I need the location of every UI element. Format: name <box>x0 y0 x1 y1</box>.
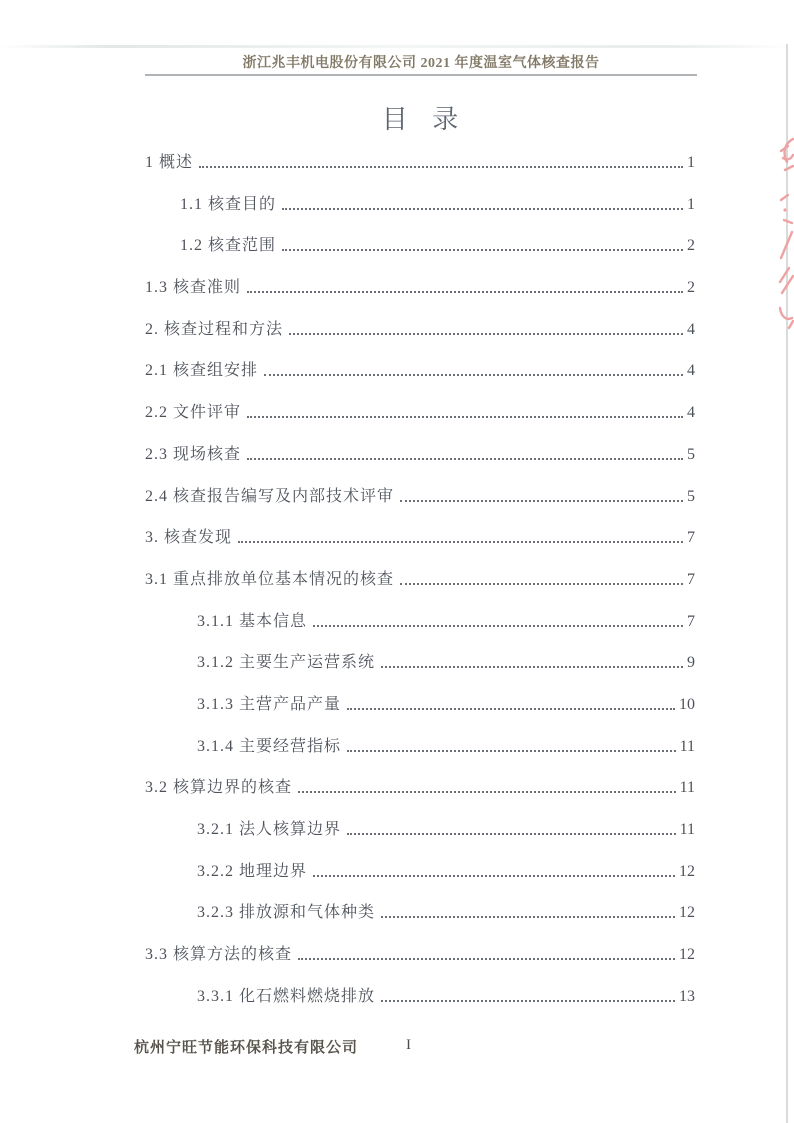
toc-entry-label: 3.1.3 主营产品产量 <box>197 695 342 713</box>
toc-entry <box>145 735 695 756</box>
toc-leader-dots <box>238 541 683 543</box>
toc-leader-dots <box>282 208 683 210</box>
toc-entry-label: 3.1.1 基本信息 <box>197 612 308 630</box>
toc-page-number: 9 <box>687 654 695 672</box>
toc-entry-label: 3.2.1 法人核算边界 <box>197 821 342 838</box>
toc-entry <box>145 860 695 881</box>
toc-entry-label: 3.1 重点排放单位基本情况的核查 <box>145 570 395 588</box>
toc-leader-dots <box>381 916 675 918</box>
toc-entry-label: 1 概述 <box>145 154 194 171</box>
toc-leader-dots <box>347 833 676 835</box>
red-handwriting-marks-icon <box>772 136 794 344</box>
toc-title: 目 录 <box>381 105 461 134</box>
toc-leader-dots <box>298 791 676 793</box>
toc-page-number: 7 <box>687 570 695 588</box>
toc-entry <box>145 693 695 714</box>
toc-leader-dots <box>400 500 683 502</box>
footer-company-name: 杭州宁旺节能环保科技有限公司 <box>134 1039 359 1056</box>
toc-entry <box>145 776 695 797</box>
toc-leader-dots <box>247 291 683 293</box>
toc-entry-label: 2.1 核查组安排 <box>145 362 259 380</box>
toc-leader-dots <box>264 374 683 376</box>
toc-entry-label: 3.3 核算方法的核查 <box>145 946 293 964</box>
toc-leader-dots <box>282 249 683 251</box>
toc-entry <box>145 610 695 631</box>
toc-leader-dots <box>313 625 683 627</box>
toc-page-number: 1 <box>687 195 695 213</box>
toc-leader-dots <box>347 708 675 710</box>
toc-leader-dots <box>313 875 675 877</box>
toc-entry <box>145 526 695 547</box>
toc-page-number: 7 <box>687 529 695 547</box>
toc-entry <box>145 151 695 172</box>
toc-entry <box>145 234 695 255</box>
toc-page-number: 13 <box>679 987 695 1005</box>
toc-entry-label: 1.1 核查目的 <box>180 195 277 213</box>
toc-page-number: 5 <box>687 487 695 505</box>
table-of-contents <box>145 151 695 1026</box>
toc-entry-label: 1.3 核查准则 <box>145 279 242 297</box>
toc-entry-label: 1.2 核查范围 <box>180 237 277 255</box>
toc-entry-label: 3.2 核算边界的核查 <box>145 779 293 797</box>
header-title: 浙江兆丰机电股份有限公司 2021 年度温室气体核查报告 <box>242 56 600 71</box>
scan-artifact-smudge <box>0 45 794 48</box>
toc-entry-label: 2.4 核查报告编写及内部技术评审 <box>145 487 395 505</box>
toc-page-number: 12 <box>679 862 695 880</box>
toc-entry <box>145 485 695 506</box>
toc-leader-dots <box>400 583 683 585</box>
toc-entry <box>145 943 695 964</box>
toc-entry-label: 2.3 现场核查 <box>145 445 242 463</box>
toc-page-number: 5 <box>687 445 695 463</box>
toc-leader-dots <box>381 1000 675 1002</box>
toc-leader-dots <box>347 750 676 752</box>
footer-page-number: I <box>406 1037 411 1053</box>
toc-entry <box>145 568 695 589</box>
toc-entry-label: 2. 核查过程和方法 <box>145 320 284 338</box>
toc-entry <box>145 401 695 422</box>
toc-entry <box>145 276 695 297</box>
toc-page-number: 10 <box>679 695 695 713</box>
toc-page-number: 7 <box>687 612 695 630</box>
toc-leader-dots <box>199 166 683 168</box>
toc-page-number: 4 <box>687 404 695 422</box>
toc-page-number: 2 <box>687 279 695 297</box>
toc-entry <box>145 193 695 214</box>
toc-page-number: 2 <box>687 237 695 255</box>
toc-leader-dots <box>247 458 683 460</box>
toc-leader-dots <box>381 666 683 668</box>
toc-leader-dots <box>247 416 683 418</box>
toc-entry-label: 3.2.2 地理边界 <box>197 862 308 880</box>
header-divider <box>145 74 697 76</box>
toc-entry <box>145 651 695 672</box>
toc-page-number: 1 <box>687 154 695 171</box>
toc-entry <box>145 818 695 839</box>
toc-page-number: 4 <box>687 362 695 380</box>
toc-entry-label: 3.2.3 排放源和气体种类 <box>197 904 376 922</box>
toc-entry-label: 3.1.4 主要经营指标 <box>197 737 342 755</box>
toc-page-number: 11 <box>679 779 695 797</box>
toc-entry-label: 3.1.2 主要生产运营系统 <box>197 654 376 672</box>
toc-leader-dots <box>298 958 675 960</box>
toc-entry <box>145 359 695 380</box>
toc-page-number: 12 <box>679 904 695 922</box>
toc-leader-dots <box>289 333 683 335</box>
toc-entry-label: 2.2 文件评审 <box>145 404 242 422</box>
toc-entry <box>145 985 695 1006</box>
toc-page-number: 4 <box>687 320 695 338</box>
toc-page-number: 11 <box>679 821 695 838</box>
toc-page-number: 12 <box>679 946 695 964</box>
toc-entry <box>145 318 695 339</box>
toc-entry-label: 3. 核查发现 <box>145 529 233 547</box>
toc-entry <box>145 443 695 464</box>
toc-entry <box>145 901 695 922</box>
toc-page-number: 11 <box>679 737 695 755</box>
toc-entry-label: 3.3.1 化石燃料燃烧排放 <box>197 987 376 1005</box>
